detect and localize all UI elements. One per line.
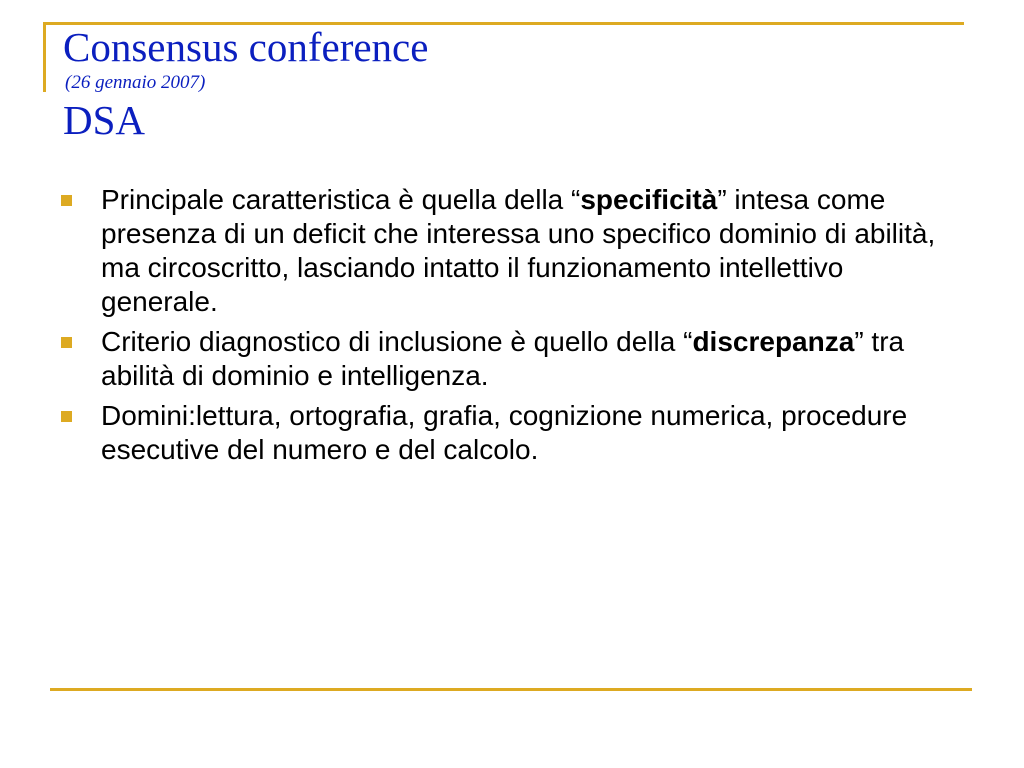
bullet-emphasis: discrepanza (692, 326, 855, 357)
bullet-emphasis: specificità (580, 184, 718, 215)
bullet-text-run: Principale caratteristica è quella della “ (101, 184, 581, 215)
slide-title-block (63, 22, 963, 144)
bullet-text (101, 184, 935, 317)
slide-title: Consensus conference (63, 24, 429, 70)
bullet-text-run: Domini:lettura, ortografia, grafia, cognizione numerica, procedure esecutive del numero e del calcolo. (101, 400, 908, 465)
bullet-text-run: Criterio diagnostico di inclusione è quello della “ (101, 326, 693, 357)
left-decorative-rule (43, 22, 46, 92)
slide-subtitle: DSA (63, 97, 146, 143)
bullet-text-run: ” intesa come presenza di un deficit che interessa uno specifico dominio di abilità, ma circoscritto, lasciando intatto il funzionamento intellettivo generale. (101, 184, 936, 317)
bullet-text (101, 326, 904, 391)
bullet-text (101, 400, 907, 465)
slide-title-date: (26 gennaio 2007) (65, 72, 206, 93)
square-bullet-icon (61, 337, 72, 348)
square-bullet-icon (61, 411, 72, 422)
bullet-item (60, 399, 940, 467)
bullet-item (60, 325, 940, 393)
bullet-item (60, 183, 940, 319)
square-bullet-icon (61, 195, 72, 206)
bullet-list (60, 183, 940, 473)
bullet-text-run: ” tra abilità di dominio e intelligenza. (101, 326, 905, 391)
bottom-decorative-rule (50, 688, 972, 691)
